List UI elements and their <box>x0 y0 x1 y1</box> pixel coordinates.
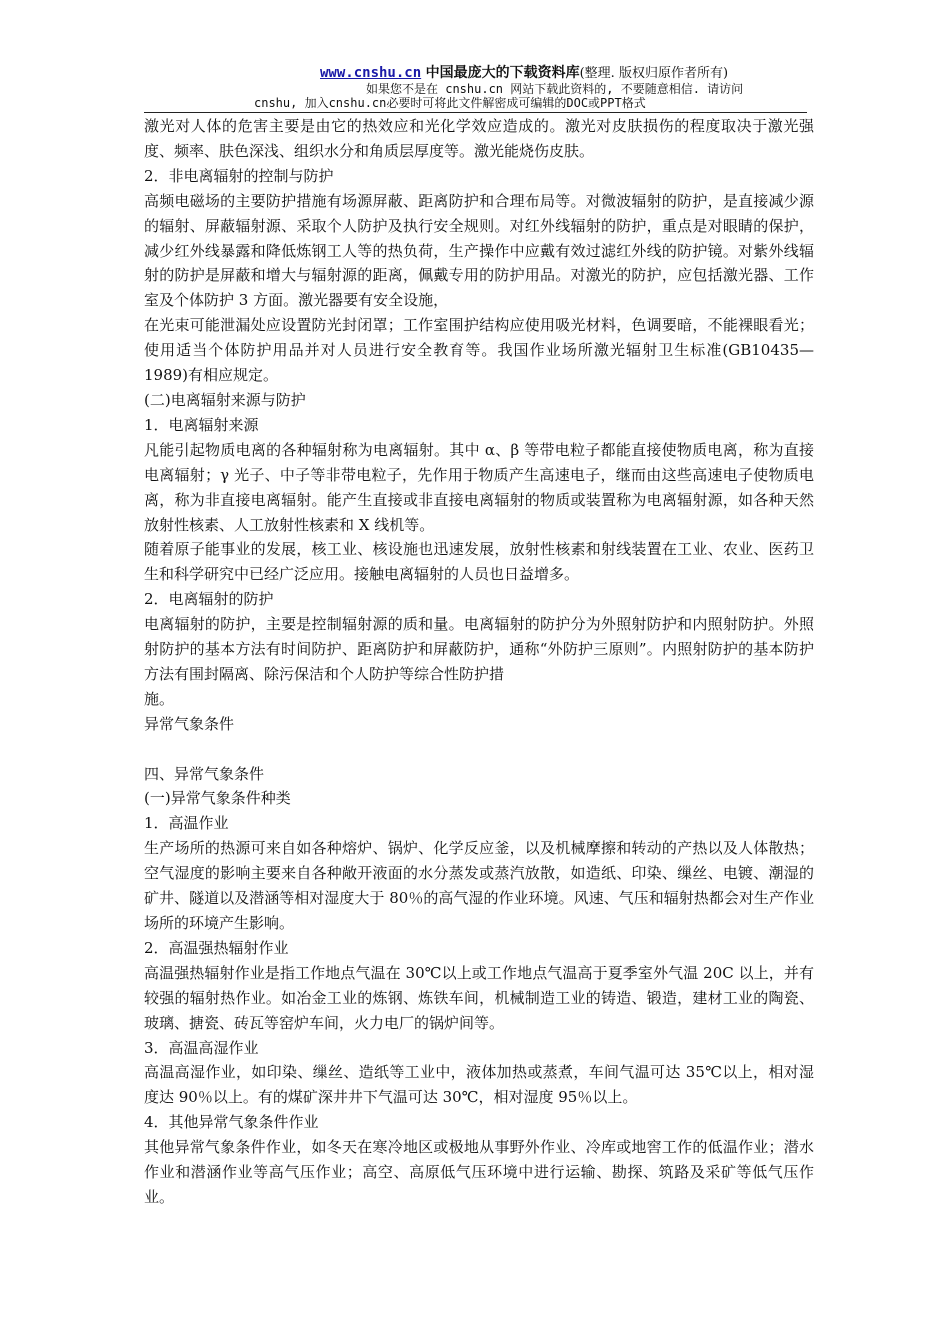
header-divider <box>144 112 807 113</box>
header-notice-line-1: 如果您不是在 cnshu.cn 网站下载此资料的, 不要随意相信. 请访问 <box>366 82 744 96</box>
section-heading: (二)电离辐射来源与防护 <box>144 390 306 409</box>
paragraph: 在光束可能泄漏处应设置防光封闭罩；工作室围护结构应使用吸光材料，色调要暗，不能裸眼看光；使用适当个体防护用品并对人员进行安全教育等。我国作业场所激光辐射卫生标准(GB10435—1989)有相应规定。 <box>144 316 814 385</box>
document-body <box>144 114 814 1210</box>
section-heading: 2．高温强热辐射作业 <box>144 938 289 957</box>
section-heading: 1．高温作业 <box>144 814 229 833</box>
section-heading: 2．非电离辐射的控制与防护 <box>144 166 334 185</box>
paragraph: 随着原子能事业的发展，核工业、核设施也迅速发展，放射性核素和射线装置在工业、农业、医药卫生和科学研究中已经广泛应用。接触电离辐射的人员也日益增多。 <box>144 540 814 584</box>
paragraph: 高频电磁场的主要防护措施有场源屏蔽、距离防护和合理布局等。对微波辐射的防护，是直接减少源的辐射、屏蔽辐射源、采取个人防护及执行安全规则。对红外线辐射的防护，重点是对眼睛的保护，减少红外线暴露和降低炼钢工人等的热负荷，生产操作中应戴有效过滤红外线的防护镜。对紫外线辐射的防护是屏蔽和增大与辐射源的距离，佩戴专用的防护用品。对激光的防护，应包括激光器、工作室及个体防护 3 方面。激光器要有安全设施， <box>144 191 814 310</box>
section-heading: 4．其他异常气象条件作业 <box>144 1113 319 1132</box>
section-heading: 3．高温高湿作业 <box>144 1038 259 1057</box>
site-title: 中国最庞大的下载资料库 <box>425 65 580 81</box>
section-heading: 异常气象条件 <box>144 714 235 733</box>
paragraph: 高温强热辐射作业是指工作地点气温在 30℃以上或工作地点气温高于夏季室外气温 20C 以上，并有较强的辐射热作业。如冶金工业的炼钢、炼铁车间，机械制造工业的铸造、锻造，建材工业的陶瓷、玻璃、搪瓷、砖瓦等窑炉车间，火力电厂的锅炉间等。 <box>144 963 814 1032</box>
blank-line <box>144 737 814 762</box>
header-title-line <box>320 64 728 83</box>
section-heading: 2．电离辐射的防护 <box>144 590 274 609</box>
section-heading: 1．电离辐射来源 <box>144 415 259 434</box>
site-link[interactable]: www.cnshu.cn <box>320 65 422 81</box>
paragraph: 高温高湿作业，如印染、缫丝、造纸等工业中，液体加热或蒸煮，车间气温可达 35℃以上，相对湿度达 90％以上。有的煤矿深井井下气温可达 30℃，相对湿度 95％以上。 <box>144 1063 814 1107</box>
paragraph: 凡能引起物质电离的各种辐射称为电离辐射。其中 α、β 等带电粒子都能直接使物质电离，称为直接电离辐射；γ 光子、中子等非带电粒子，先作用于物质产生高速电子，继而由这些高速电子使物质电离，称为非直接电离辐射。能产生直接或非直接电离辐射的物质或装置称为电离辐射源，如各种天然放射性核素、人工放射性核素和 X 线机等。 <box>144 440 814 534</box>
section-heading: 四、异常气象条件 <box>144 764 265 783</box>
section-heading: (一)异常气象条件种类 <box>144 789 291 808</box>
copyright-note: (整理. 版权归原作者所有) <box>579 66 729 81</box>
paragraph: 其他异常气象条件作业，如冬天在寒冷地区或极地从事野外作业、冷库或地窖工作的低温作业；潜水作业和潜涵作业等高气压作业；高空、高原低气压环境中进行运输、勘探、筑路及采矿等低气压作业。 <box>144 1138 814 1206</box>
header-notice-line-2: cnshu, 加入cnshu.cn必要时可将此文件解密成可编辑的DOC或PPT格式 <box>254 96 646 110</box>
paragraph: 生产场所的热源可来自如各种熔炉、锅炉、化学反应釜，以及机械摩擦和转动的产热以及人体散热；空气湿度的影响主要来自各种敞开液面的水分蒸发或蒸汽放散，如造纸、印染、缫丝、电镀、潮湿的矿井、隧道以及潜涵等相对湿度大于 80％的高气湿的作业环境。风速、气压和辐射热都会对生产作业场所的环境产生影响。 <box>144 839 814 932</box>
paragraph: 电离辐射的防护，主要是控制辐射源的质和量。电离辐射的防护分为外照射防护和内照射防护。外照射防护的基本方法有时间防护、距离防护和屏蔽防护，通称“外防护三原则”。内照射防护的基本防护方法有围封隔离、除污保洁和个人防护等综合性防护措 <box>144 615 814 683</box>
paragraph: 施。 <box>144 689 175 708</box>
paragraph: 激光对人体的危害主要是由它的热效应和光化学效应造成的。激光对皮肤损伤的程度取决于激光强度、频率、肤色深浅、组织水分和角质层厚度等。激光能烧伤皮肤。 <box>144 117 814 160</box>
